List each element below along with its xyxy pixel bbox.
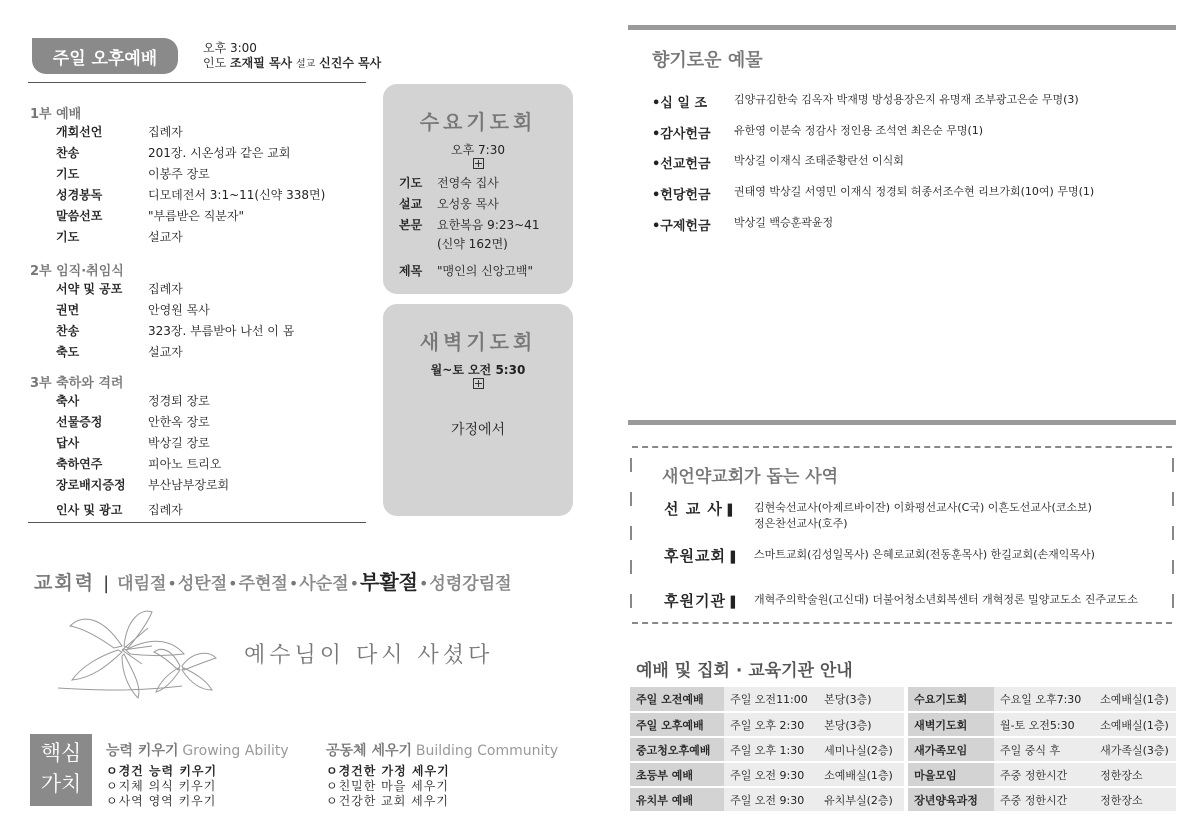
schedule-row xyxy=(630,687,1176,712)
schedule-detail: 주일 오전 9:30 xyxy=(724,787,818,812)
order-item-label: 장로배지증정 xyxy=(56,478,126,492)
offering-row xyxy=(652,215,833,234)
wednesday-row xyxy=(399,195,573,212)
order-row xyxy=(56,413,210,430)
schedule-row xyxy=(630,762,1176,787)
ability-subtitle: Growing Ability xyxy=(182,743,289,759)
wednesday-prayer-card xyxy=(383,84,573,294)
order-item-label: 서약 및 공포 xyxy=(56,282,123,296)
schedule-detail: 유치부실(2층) xyxy=(818,787,904,812)
offering-type: •감사헌금 xyxy=(652,127,711,142)
easter-message: 예수님이 다시 사셨다 xyxy=(244,643,494,668)
offering-type: •헌당헌금 xyxy=(652,188,711,203)
schedule-detail: 세미나실(2층) xyxy=(818,737,904,762)
schedule-row xyxy=(630,787,1176,812)
season-item: 성탄절 xyxy=(177,574,228,594)
core-values-label-bottom: 가치 xyxy=(40,772,82,796)
offerings-title: 향기로운 예물 xyxy=(652,50,763,71)
schedule-detail: 주중 정한시간 xyxy=(994,787,1094,812)
wednesday-time: 오후 7:30 xyxy=(451,143,505,157)
offering-type: •십 일 조 xyxy=(652,96,708,111)
order-item-value: 디모데전서 3:1~11(신약 338면) xyxy=(148,188,326,202)
schedule-detail: 정한장소 xyxy=(1094,762,1176,787)
bar-icon: ▌ xyxy=(725,551,741,564)
order-item-value: 박상길 장로 xyxy=(148,436,210,450)
offering-row xyxy=(652,123,983,142)
mission-row xyxy=(664,545,1095,566)
community-items xyxy=(326,764,558,809)
mission-category xyxy=(664,590,754,611)
order-item-label: 기도 xyxy=(56,230,80,244)
missions-top-bar xyxy=(628,420,1176,425)
bullet-icon: • xyxy=(228,574,238,593)
schedule-title: 예배 및 집회 · 교육기관 안내 xyxy=(636,661,853,681)
schedule-detail: 소예배실(1층) xyxy=(818,762,904,787)
value-item: ㅇ친밀한 마을 세우기 xyxy=(326,779,449,793)
order-divider xyxy=(28,522,366,523)
mission-names xyxy=(754,498,1092,532)
schedule-event: 마을모임 xyxy=(908,762,994,787)
wednesday-row-label: 제목 xyxy=(399,264,423,278)
offering-names: 유한영 이분숙 정감사 정인용 조석연 최은순 무명(1) xyxy=(734,124,984,137)
schedule-event: 주일 오후예배 xyxy=(630,712,724,737)
schedule-event: 초등부 예배 xyxy=(630,762,724,787)
offering-row xyxy=(652,184,1094,203)
bar-icon: ▌ xyxy=(722,504,738,517)
offering-row xyxy=(652,92,1079,111)
bullet-icon: • xyxy=(349,574,360,593)
value-community xyxy=(326,740,558,809)
header-divider xyxy=(28,82,366,83)
order-row xyxy=(56,228,183,245)
calendar-separator: | xyxy=(103,573,110,594)
schedule-detail: 주중 정한시간 xyxy=(994,762,1094,787)
schedule-detail: 정한장소 xyxy=(1094,787,1176,812)
order-row xyxy=(56,322,294,339)
wednesday-row-label: 설교 xyxy=(399,197,423,211)
order-row xyxy=(56,144,291,161)
schedule-detail: 주일 오후 1:30 xyxy=(724,737,818,762)
order-item-value: 안한옥 장로 xyxy=(148,415,210,429)
wednesday-row-value: 오성웅 목사 xyxy=(437,197,499,211)
order-item-label: 찬송 xyxy=(56,146,80,160)
order-item-value: 안영원 목사 xyxy=(148,303,210,317)
wednesday-row-label xyxy=(399,235,437,252)
mission-category-label: 후원교회 xyxy=(664,547,726,565)
season-item: 사순절 xyxy=(299,574,349,594)
mission-names xyxy=(754,545,1095,566)
wednesday-title: 수요기도회 xyxy=(419,110,537,134)
schedule-event: 장년양육과정 xyxy=(908,787,994,812)
schedule-row xyxy=(630,712,1176,737)
mission-names-line: 정은찬선교사(호주) xyxy=(754,517,848,530)
church-calendar xyxy=(34,566,512,595)
calendar-label: 교회력 xyxy=(34,572,96,594)
offering-type: •선교헌금 xyxy=(652,157,711,172)
order-row xyxy=(56,207,244,224)
order-row xyxy=(56,455,221,472)
schedule-detail: 소예배실(1층) xyxy=(1094,712,1176,737)
community-title: 공동체 세우기 xyxy=(326,743,413,759)
order-item-label: 인사 및 광고 xyxy=(56,503,123,517)
schedule-detail: 수요일 오후7:30 xyxy=(994,687,1094,712)
mission-names xyxy=(754,590,1138,611)
order-row xyxy=(56,280,183,297)
wednesday-row-value: (신약 162면) xyxy=(437,237,508,251)
plus-icon xyxy=(473,158,484,169)
current-season: 부활절 xyxy=(360,570,418,594)
mission-category xyxy=(664,498,754,532)
offerings-top-bar xyxy=(628,25,1176,30)
schedule-event: 중고청오후예배 xyxy=(630,737,724,762)
calendar-seasons xyxy=(117,566,511,595)
schedule-event: 유치부 예배 xyxy=(630,787,724,812)
dawn-title: 새벽기도회 xyxy=(419,330,537,354)
core-values-label xyxy=(30,734,92,806)
order-item-value: 설교자 xyxy=(148,230,183,244)
order-item-label: 기도 xyxy=(56,167,80,181)
core-values-label-top: 핵심 xyxy=(40,741,82,765)
mission-category-label: 후원기관 xyxy=(664,592,726,610)
offering-type: •구제헌금 xyxy=(652,219,711,234)
dawn-time: 월~토 오전 5:30 xyxy=(430,363,526,377)
offering-names: 박상길 이재식 조태준황란선 이식회 xyxy=(734,154,904,167)
schedule-event: 새벽기도회 xyxy=(908,712,994,737)
bullet-icon: • xyxy=(418,574,429,593)
order-item-label: 권면 xyxy=(56,303,80,317)
dawn-prayer-card xyxy=(383,304,573,516)
order-item-value: 설교자 xyxy=(148,345,183,359)
order-item-value: 323장. 부름받아 나선 이 몸 xyxy=(148,324,295,338)
order-section-title: 3부 축하와 격려 xyxy=(30,376,124,391)
offering-names: 김양규김한숙 김옥자 박재명 방성용장은지 유명재 조부광고은순 무명(3) xyxy=(734,93,1079,106)
order-item-label: 성경봉독 xyxy=(56,188,103,202)
order-item-value: 정경퇴 장로 xyxy=(148,394,210,408)
order-row xyxy=(56,392,210,409)
value-item: ㅇ경건 능력 키우기 xyxy=(106,764,218,778)
order-item-value: 부산남부장로회 xyxy=(148,478,230,492)
order-item-value: 피아노 트리오 xyxy=(148,457,222,471)
value-item: ㅇ지체 의식 키우기 xyxy=(106,779,217,793)
mission-category xyxy=(664,545,754,566)
value-item: ㅇ경건한 가정 세우기 xyxy=(326,764,450,778)
order-row xyxy=(56,165,210,182)
schedule-row xyxy=(630,737,1176,762)
schedule-detail: 주일 오후 2:30 xyxy=(724,712,818,737)
mission-names-line: 개혁주의학술원(고신대) 더불어청소년회복센터 개혁정론 밀양교도소 진주교도소 xyxy=(754,593,1138,606)
schedule-detail: 본당(3층) xyxy=(818,687,904,712)
order-row xyxy=(56,123,183,140)
schedule-event: 새가족모임 xyxy=(908,737,994,762)
preacher-name: 신진수 목사 xyxy=(319,56,382,70)
value-item: ㅇ건강한 교회 세우기 xyxy=(326,794,449,808)
season-item: 성령강림절 xyxy=(429,574,512,594)
order-item-label: 답사 xyxy=(56,436,80,450)
ability-items xyxy=(106,764,289,809)
order-item-label: 찬송 xyxy=(56,324,80,338)
leader-label: 인도 xyxy=(203,56,227,70)
offering-row xyxy=(652,153,904,172)
schedule-detail: 주일 오전11:00 xyxy=(724,687,818,712)
wednesday-row xyxy=(399,235,573,252)
order-item-value: 집례자 xyxy=(148,125,183,139)
wednesday-details xyxy=(383,174,573,279)
season-item: 대림절 xyxy=(117,574,167,594)
mission-row xyxy=(664,498,1092,532)
dawn-place: 가정에서 xyxy=(450,422,506,438)
order-item-value: 집례자 xyxy=(148,503,183,517)
order-row xyxy=(56,343,183,360)
mission-category-label: 선 교 사 xyxy=(664,500,723,518)
schedule-detail: 본당(3층) xyxy=(818,712,904,737)
afternoon-time: 오후 3:00 xyxy=(203,41,257,55)
order-item-value: 집례자 xyxy=(148,282,183,296)
wednesday-row-value: 전영숙 집사 xyxy=(437,176,499,190)
value-ability xyxy=(106,740,289,809)
mission-row xyxy=(664,590,1138,611)
mission-names-line: 스마트교회(김성일목사) 은혜로교회(전동훈목사) 한길교회(손재익목사) xyxy=(754,548,1095,561)
wednesday-row-value: 요한복음 9:23~41 xyxy=(437,218,540,232)
schedule-event: 수요기도회 xyxy=(908,687,994,712)
schedule-detail: 주일 오전 9:30 xyxy=(724,762,818,787)
schedule-detail: 새가족실(3층) xyxy=(1094,737,1176,762)
schedule-detail: 주일 중식 후 xyxy=(994,737,1094,762)
lily-flower-illustration xyxy=(52,606,222,702)
bullet-icon: • xyxy=(167,574,177,593)
wednesday-row-value: "맹인의 신앙고백" xyxy=(437,264,533,278)
order-item-value: 201장. 시온성과 같은 교회 xyxy=(148,146,291,160)
schedule-table xyxy=(630,687,1176,813)
order-item-label: 축하연주 xyxy=(56,457,103,471)
order-item-label: 축사 xyxy=(56,394,80,408)
order-item-value: "부름받은 직분자" xyxy=(148,209,244,223)
order-row xyxy=(56,434,210,451)
order-item-value: 이봉주 장로 xyxy=(148,167,210,181)
afternoon-worship-title: 주일 오후예배 xyxy=(32,38,178,74)
bullet-icon: • xyxy=(288,574,299,593)
schedule-event: 주일 오전예배 xyxy=(630,687,724,712)
wednesday-row xyxy=(399,262,573,279)
order-item-label: 말씀선포 xyxy=(56,209,103,223)
order-item-label: 축도 xyxy=(56,345,80,359)
wednesday-row-label: 본문 xyxy=(399,218,423,232)
wednesday-row xyxy=(399,216,573,233)
season-item: 주현절 xyxy=(238,574,288,594)
offering-names: 박상길 백승훈곽윤정 xyxy=(734,216,834,229)
afternoon-worship-info xyxy=(203,41,381,72)
order-row xyxy=(56,186,325,203)
order-item-label: 선물증정 xyxy=(56,415,103,429)
leader-name: 조재필 목사 xyxy=(230,56,293,70)
preacher-label: 설교 xyxy=(295,59,316,70)
schedule-detail: 소예배실(1층) xyxy=(1094,687,1176,712)
ability-title: 능력 키우기 xyxy=(106,743,179,759)
schedule-detail: 월-토 오전5:30 xyxy=(994,712,1094,737)
offering-names: 권태영 박상길 서영민 이재식 정경퇴 허종서조수현 리브가회(10여) 무명(1) xyxy=(734,185,1095,198)
order-row xyxy=(56,301,210,318)
value-item: ㅇ사역 영역 키우기 xyxy=(106,794,217,808)
mission-names-line: 김현숙선교사(아제르바이잔) 이화평선교사(C국) 이흔도선교사(코소보) xyxy=(754,501,1092,514)
missions-title: 새언약교회가 돕는 사역 xyxy=(662,467,839,487)
wednesday-row xyxy=(399,174,573,191)
order-item-label: 개회선언 xyxy=(56,125,103,139)
order-row xyxy=(56,501,183,518)
order-section-title: 1부 예배 xyxy=(30,107,82,122)
order-row xyxy=(56,476,229,493)
order-section-title: 2부 임직·취임식 xyxy=(30,264,124,279)
community-subtitle: Building Community xyxy=(415,743,559,759)
plus-icon xyxy=(473,378,484,389)
bar-icon: ▌ xyxy=(725,596,741,609)
wednesday-row-label: 기도 xyxy=(399,176,423,190)
